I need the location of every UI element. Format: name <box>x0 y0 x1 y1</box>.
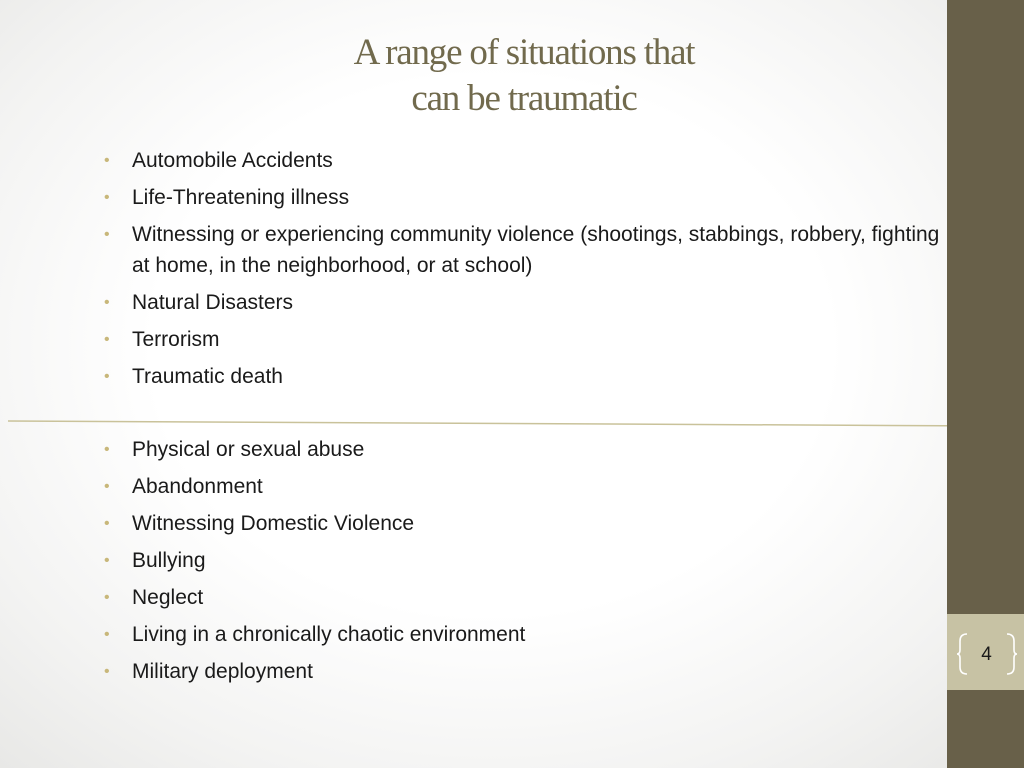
bullet-dot-icon: • <box>104 189 110 206</box>
slide-title <box>0 30 1024 122</box>
bullet-dot-icon: • <box>104 478 110 495</box>
bullet-dot-icon: • <box>104 294 110 311</box>
list-item <box>104 324 960 355</box>
page-number: 4 <box>981 644 992 665</box>
list-item <box>104 545 960 576</box>
list-item-text: Bullying <box>132 549 206 572</box>
title-line-2: can be traumatic <box>411 78 637 119</box>
list-item-text: Traumatic death <box>132 365 283 388</box>
list-item <box>104 471 960 502</box>
bullet-dot-icon: • <box>104 589 110 606</box>
list-item <box>104 619 960 650</box>
list-item <box>104 361 960 392</box>
page-number-box <box>947 614 1024 690</box>
bullet-dot-icon: • <box>104 663 110 680</box>
list-item-text: Physical or sexual abuse <box>132 438 365 461</box>
bullet-dot-icon: • <box>104 368 110 385</box>
bullet-dot-icon: • <box>104 552 110 569</box>
list-item-text: Natural Disasters <box>132 291 294 314</box>
list-item-text: Terrorism <box>132 328 220 351</box>
list-item <box>104 582 960 613</box>
bullet-dot-icon: • <box>104 331 110 348</box>
list-item <box>104 434 960 465</box>
bullet-dot-icon: • <box>104 515 110 532</box>
bullet-list-upper <box>104 145 960 398</box>
list-item <box>104 219 960 281</box>
list-item <box>104 145 960 176</box>
list-item-text: Witnessing or experiencing community violence (shootings, stabbings, robbery, fighting at home, in the neighborhood, or at school) <box>132 223 940 277</box>
list-item <box>104 508 960 539</box>
list-item-text: Abandonment <box>132 475 263 498</box>
list-item-text: Neglect <box>132 586 204 609</box>
bullet-list-lower <box>104 434 960 693</box>
list-item <box>104 656 960 687</box>
bullet-dot-icon: • <box>104 441 110 458</box>
list-item-text: Automobile Accidents <box>132 149 333 172</box>
list-item-text: Life-Threatening illness <box>132 186 350 209</box>
list-item <box>104 182 960 213</box>
bullet-dot-icon: • <box>104 226 110 243</box>
bullet-dot-icon: • <box>104 152 110 169</box>
list-item <box>104 287 960 318</box>
list-item-text: Witnessing Domestic Violence <box>132 512 415 535</box>
list-item-text: Living in a chronically chaotic environment <box>132 623 526 646</box>
list-item-text: Military deployment <box>132 660 313 683</box>
title-line-1: A range of situations that <box>353 32 695 73</box>
section-divider <box>8 420 998 428</box>
bullet-dot-icon: • <box>104 626 110 643</box>
